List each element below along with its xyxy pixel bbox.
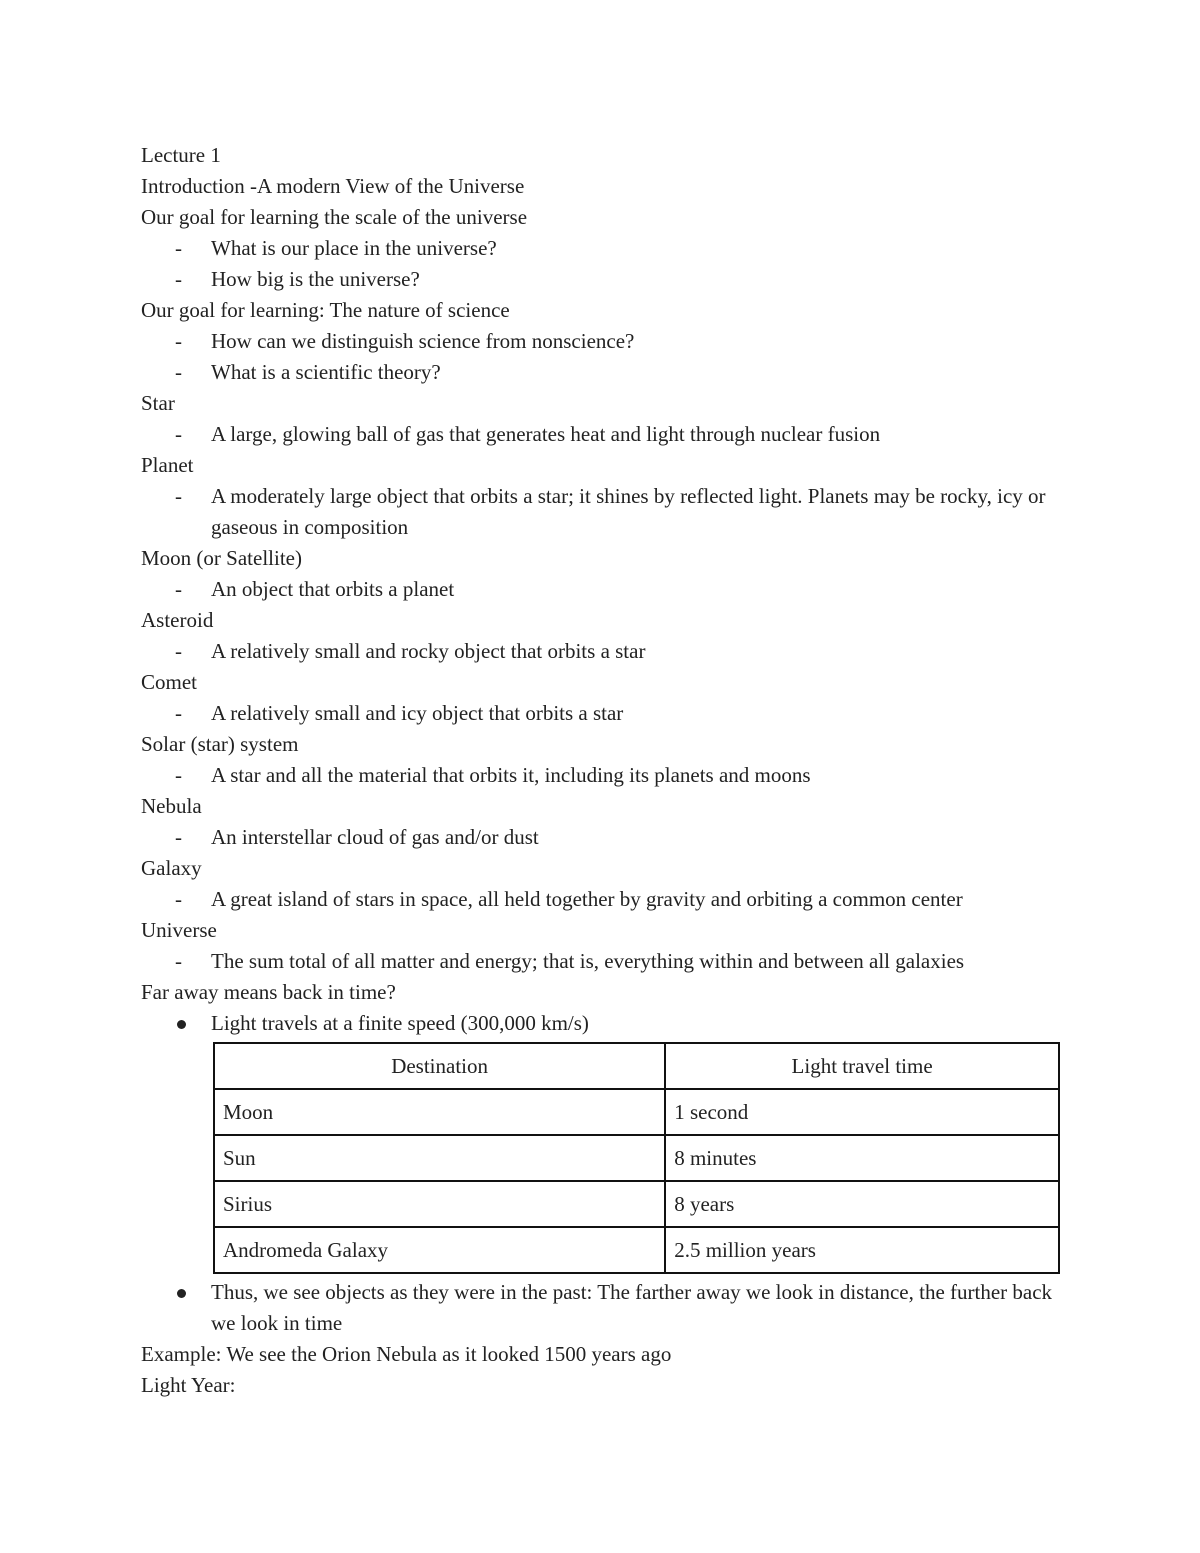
dash-marker: - <box>175 701 182 725</box>
term-star: Star <box>141 391 175 415</box>
term-solar-system: Solar (star) system <box>141 732 299 756</box>
term-galaxy: Galaxy <box>141 856 202 880</box>
dash-marker: - <box>175 422 182 446</box>
definition-asteroid <box>141 636 1071 667</box>
dash-marker: - <box>175 887 182 911</box>
travel-time-cell: 1 second <box>665 1089 1059 1135</box>
bullet-dot <box>177 1020 186 1029</box>
bullet-dot <box>177 1289 186 1298</box>
travel-time-cell: 8 years <box>665 1181 1059 1227</box>
definition-planet <box>141 481 1071 543</box>
dash-marker: - <box>175 825 182 849</box>
dash-marker: - <box>175 236 182 260</box>
definition-universe <box>141 946 1071 977</box>
destination-cell: Sun <box>214 1135 665 1181</box>
bullet-text: Light travels at a finite speed (300,000 km/s) <box>211 1011 589 1035</box>
definition-text: An object that orbits a planet <box>211 577 455 601</box>
lecture-subtitle: Introduction -A modern View of the Universe <box>141 174 525 198</box>
lecture-title: Lecture 1 <box>141 143 221 167</box>
definition-solar-system <box>141 760 1071 791</box>
goal-item-text: How can we distinguish science from nonscience? <box>211 329 635 353</box>
definition-star <box>141 419 1071 450</box>
goal-item <box>141 326 1071 357</box>
definition-text: A large, glowing ball of gas that generates heat and light through nuclear fusion <box>211 422 881 446</box>
definition-text: The sum total of all matter and energy; that is, everything within and between all galaxies <box>211 949 965 973</box>
travel-time-cell: 8 minutes <box>665 1135 1059 1181</box>
bullet-item <box>141 1008 1071 1039</box>
table-row <box>214 1181 1059 1227</box>
goal-item <box>141 264 1071 295</box>
light-year-heading: Light Year: <box>141 1373 236 1397</box>
definition-text: A star and all the material that orbits it, including its planets and moons <box>211 763 811 787</box>
destination-cell: Sirius <box>214 1181 665 1227</box>
goal-item-text: How big is the universe? <box>211 267 420 291</box>
table-row <box>214 1089 1059 1135</box>
definition-nebula <box>141 822 1071 853</box>
goal-item <box>141 357 1071 388</box>
term-nebula: Nebula <box>141 794 202 818</box>
goal-item-text: What is our place in the universe? <box>211 236 497 260</box>
term-asteroid: Asteroid <box>141 608 214 632</box>
travel-time-cell: 2.5 million years <box>665 1227 1059 1273</box>
goal-item <box>141 233 1071 264</box>
definition-moon <box>141 574 1071 605</box>
destination-cell: Moon <box>214 1089 665 1135</box>
destination-cell: Andromeda Galaxy <box>214 1227 665 1273</box>
far-away-heading: Far away means back in time? <box>141 980 396 1004</box>
definition-text: A relatively small and rocky object that orbits a star <box>211 639 646 663</box>
term-planet: Planet <box>141 453 194 477</box>
definition-galaxy <box>141 884 1071 915</box>
goal-item-text: What is a scientific theory? <box>211 360 441 384</box>
example-line: Example: We see the Orion Nebula as it looked 1500 years ago <box>141 1342 672 1366</box>
document-page <box>141 140 1071 1401</box>
term-universe: Universe <box>141 918 217 942</box>
bullet-text: Thus, we see objects as they were in the past: The farther away we look in distance, the further back we look in time <box>211 1280 1053 1335</box>
column-header-destination: Destination <box>214 1043 665 1089</box>
dash-marker: - <box>175 329 182 353</box>
definition-text: A great island of stars in space, all held together by gravity and orbiting a common center <box>211 887 963 911</box>
light-travel-table <box>213 1042 1060 1274</box>
definition-comet <box>141 698 1071 729</box>
dash-marker: - <box>175 267 182 291</box>
table-row <box>214 1135 1059 1181</box>
table-row <box>214 1227 1059 1273</box>
definition-text: An interstellar cloud of gas and/or dust <box>211 825 539 849</box>
definition-text: A moderately large object that orbits a star; it shines by reflected light. Planets may be rocky, icy or gaseous in composition <box>211 484 1046 539</box>
dash-marker: - <box>175 577 182 601</box>
column-header-travel-time: Light travel time <box>665 1043 1059 1089</box>
definition-text: A relatively small and icy object that orbits a star <box>211 701 624 725</box>
bullet-item <box>141 1277 1071 1339</box>
goal-heading-scale: Our goal for learning the scale of the universe <box>141 205 528 229</box>
dash-marker: - <box>175 949 182 973</box>
dash-marker: - <box>175 763 182 787</box>
goal-heading-science: Our goal for learning: The nature of science <box>141 298 510 322</box>
table-header-row <box>214 1043 1059 1089</box>
term-moon: Moon (or Satellite) <box>141 546 302 570</box>
dash-marker: - <box>175 484 182 508</box>
dash-marker: - <box>175 360 182 384</box>
term-comet: Comet <box>141 670 197 694</box>
dash-marker: - <box>175 639 182 663</box>
